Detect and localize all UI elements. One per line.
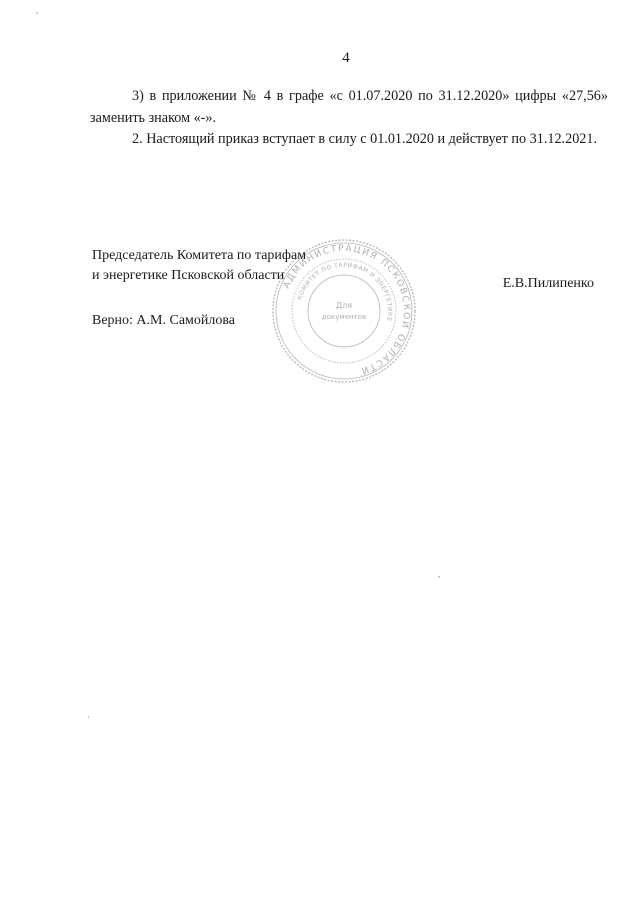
document-body — [90, 86, 608, 151]
scan-speck — [438, 576, 440, 578]
signatory-name: Е.В.Пилипенко — [502, 276, 594, 291]
stamp-inner-text: КОМИТЕТ ПО ТАРИФАМ И ЭНЕРГЕТИКЕ — [296, 261, 394, 322]
scan-speck — [36, 12, 38, 14]
stamp-center-line2: документов — [321, 313, 367, 321]
certified-copy-note: Верно: А.М. Самойлова — [92, 313, 236, 328]
stamp-outer-text: АДМИНИСТРАЦИЯ ПСКОВСКОЙ ОБЛАСТИ — [281, 243, 412, 376]
page-number: 4 — [342, 50, 350, 66]
signatory-position-line2: и энергетике Псковской области — [92, 268, 285, 283]
paragraph-clause-2: 2. Настоящий приказ вступает в силу с 01.01.2020 и действует по 31.12.2021. — [132, 131, 598, 147]
stamp-center-line1: Для — [335, 301, 353, 310]
signatory-position-line1: Председатель Комитета по тарифам — [92, 248, 307, 263]
scan-speck — [88, 716, 89, 718]
paragraph-item-3: 3) в приложении № 4 в графе «с 01.07.2020 по 31.12.2020» цифры «27,56» заменить знаком «-». — [90, 88, 608, 126]
signature-block — [92, 246, 602, 291]
